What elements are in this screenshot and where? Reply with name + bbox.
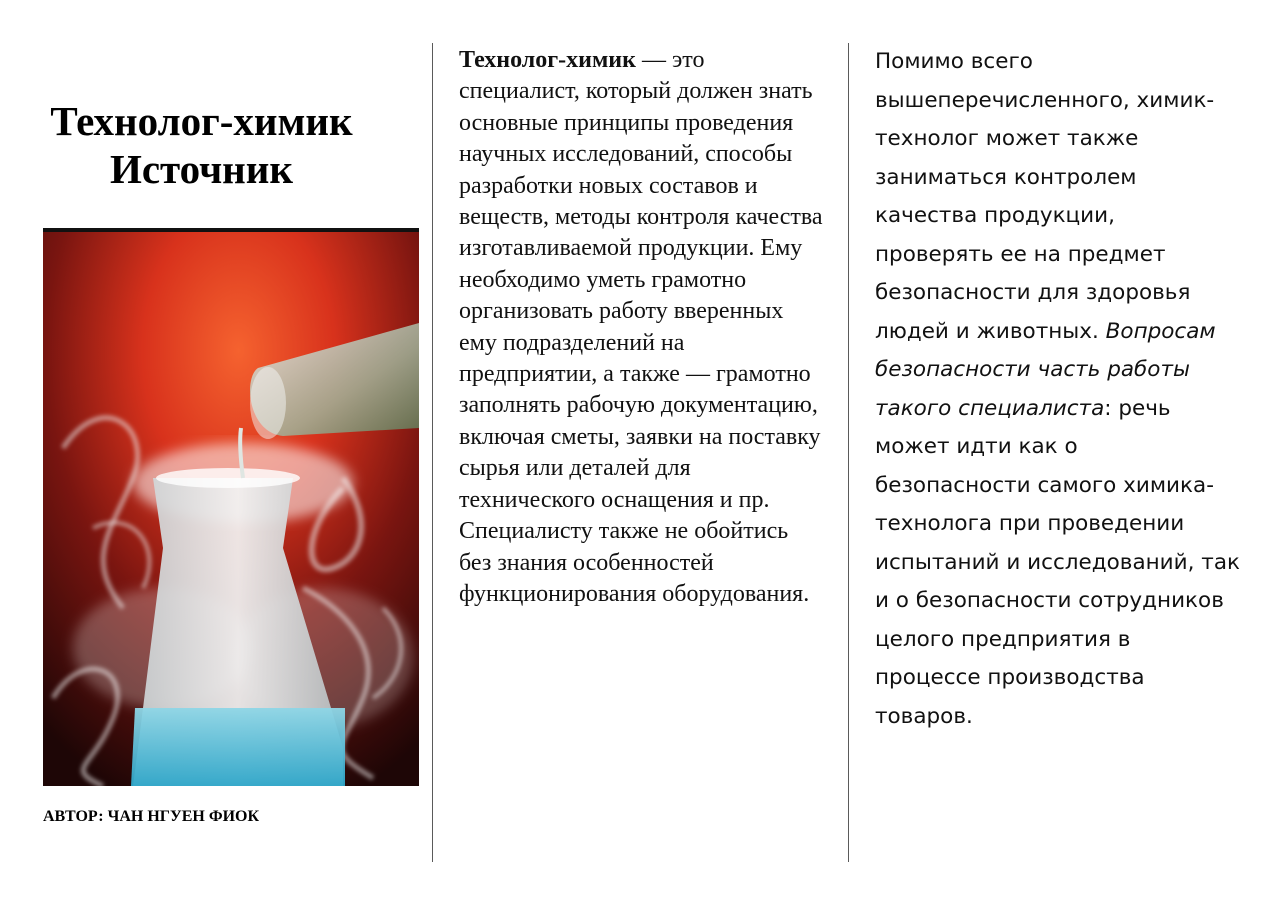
page-title <box>43 97 360 193</box>
column-divider-1 <box>432 43 433 862</box>
chemistry-flask-photo <box>43 228 419 786</box>
right-column-text <box>875 43 1240 736</box>
title-line-1: Технолог-химик <box>50 98 353 144</box>
safety-paragraph-end: : речь может идти как о безопасности самого химика-технолога при проведении испытаний и исследований, так и о безопасности сотрудников целого предприятия в процессе производства товаров. <box>875 395 1240 729</box>
flask-illustration <box>43 228 419 786</box>
emphasized-phrase: Вопросам безопасности часть работы такого специалиста <box>875 318 1216 421</box>
definition-paragraph: — это специалист, который должен знать основные принципы проведения научных исследований, способы разработки новых составов и веществ, методы контроля качества изготавливаемой продукции. Ему необходимо уметь грамотно организовать работу вверенных ему подразделений на предприятии, а также — грамотно заполнять рабочую документацию, включая сметы, заявки на поставку сырья или деталей для технического оснащения и пр. Специалисту также не обойтись без знания особенностей функционирования оборудования. <box>459 47 823 607</box>
safety-paragraph-start: Помимо всего вышеперечисленного, химик-технолог может также заниматься контролем качества продукции, проверять ее на предмет безопасности для здоровья людей и животных. <box>875 49 1215 344</box>
left-column <box>43 0 419 905</box>
middle-column-text <box>459 45 824 610</box>
column-divider-2 <box>848 43 849 862</box>
title-line-2: Источник <box>109 146 294 192</box>
term-heading: Технолог-химик <box>459 47 636 73</box>
author-caption: АВТОР: ЧАН НГУЕН ФИОК <box>43 808 260 825</box>
